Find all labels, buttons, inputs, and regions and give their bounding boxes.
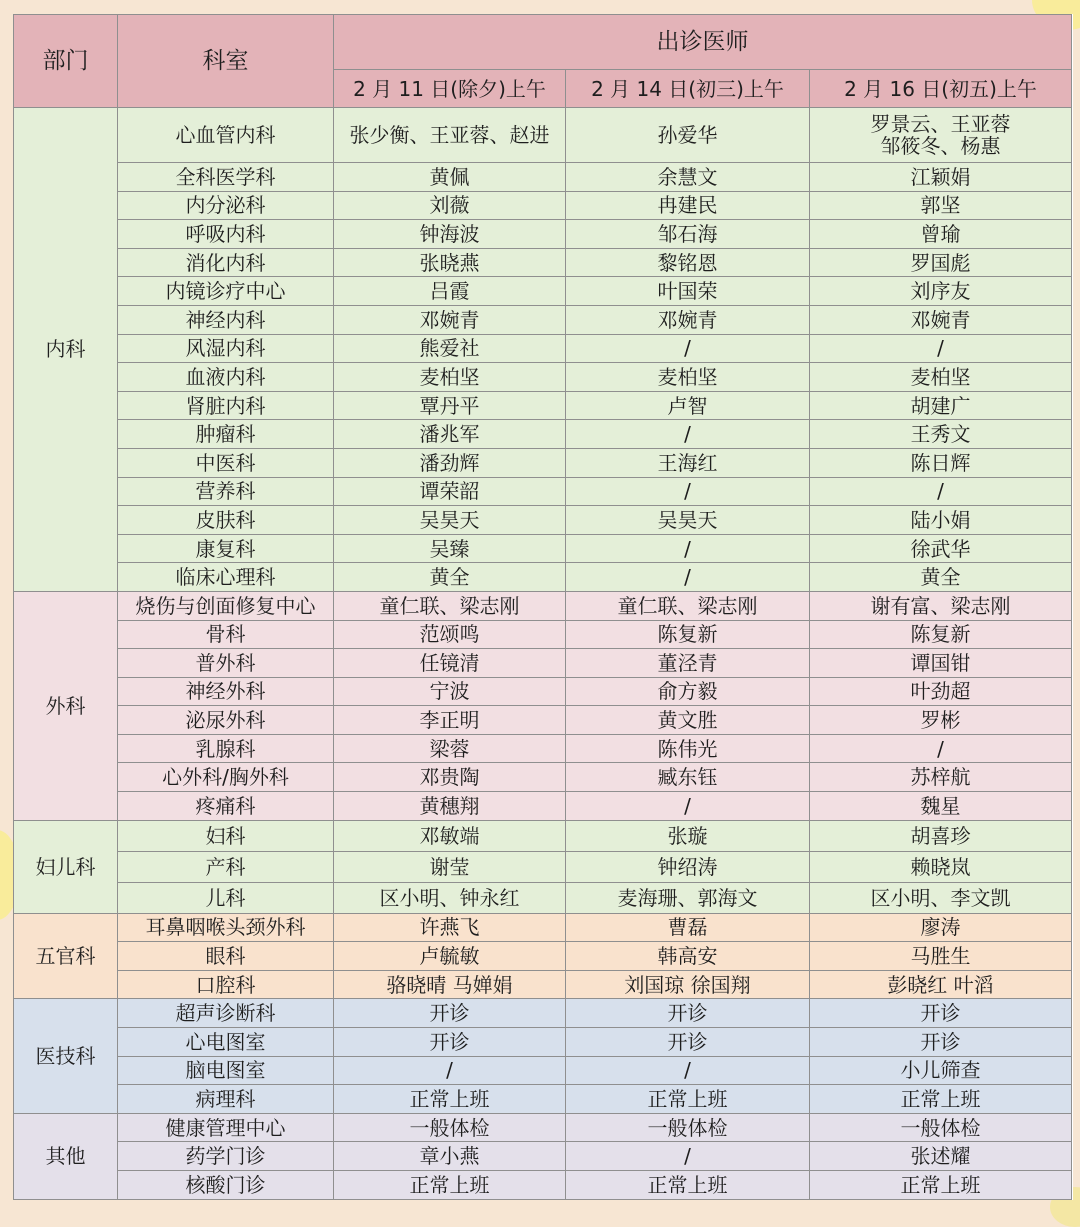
doctor-cell: 麦柏坚 xyxy=(810,363,1072,392)
doctor-cell: 余慧文 xyxy=(566,163,810,192)
section-cell: 儿科 xyxy=(118,882,334,913)
doctor-cell: / xyxy=(810,734,1072,763)
dept-cell: 妇儿科 xyxy=(14,820,118,913)
doctor-cell: 邓敏端 xyxy=(334,820,566,851)
section-cell: 乳腺科 xyxy=(118,734,334,763)
doctor-cell: 许燕飞 xyxy=(334,913,566,942)
doctor-cell: 区小明、钟永红 xyxy=(334,882,566,913)
table-row xyxy=(14,999,1072,1028)
doctor-cell: 梁蓉 xyxy=(334,734,566,763)
table-row xyxy=(14,970,1072,999)
doctor-cell: 张述耀 xyxy=(810,1142,1072,1171)
table-row xyxy=(14,913,1072,942)
schedule-body xyxy=(14,108,1072,1200)
header-date: 2 月 14 日(初三)上午 xyxy=(566,70,810,108)
doctor-cell: 刘序友 xyxy=(810,277,1072,306)
doctor-cell: 小儿筛查 xyxy=(810,1056,1072,1085)
doctor-cell: 徐武华 xyxy=(810,534,1072,563)
section-cell: 疼痛科 xyxy=(118,792,334,821)
section-cell: 神经内科 xyxy=(118,305,334,334)
section-cell: 泌尿外科 xyxy=(118,706,334,735)
doctor-cell: 邓贵陶 xyxy=(334,763,566,792)
table-row xyxy=(14,734,1072,763)
section-cell: 健康管理中心 xyxy=(118,1113,334,1142)
section-cell: 骨科 xyxy=(118,620,334,649)
doctor-cell: 曾瑜 xyxy=(810,220,1072,249)
doctor-cell: / xyxy=(566,563,810,592)
doctor-cell: 覃丹平 xyxy=(334,391,566,420)
doctor-cell: 邹石海 xyxy=(566,220,810,249)
doctor-cell: 邓婉青 xyxy=(334,305,566,334)
doctor-cell: 正常上班 xyxy=(334,1085,566,1114)
doctor-cell: 谢有富、梁志刚 xyxy=(810,591,1072,620)
doctor-cell: 赖晓岚 xyxy=(810,851,1072,882)
table-row xyxy=(14,448,1072,477)
doctor-cell: 潘兆军 xyxy=(334,420,566,449)
doctor-cell: 陈伟光 xyxy=(566,734,810,763)
doctor-cell: / xyxy=(334,1056,566,1085)
section-cell: 风湿内科 xyxy=(118,334,334,363)
doctor-cell: 卢毓敏 xyxy=(334,942,566,971)
doctor-cell: 区小明、李文凯 xyxy=(810,882,1072,913)
header-dept: 部门 xyxy=(14,15,118,108)
table-row xyxy=(14,420,1072,449)
schedule-sheet xyxy=(13,14,1073,1200)
section-cell: 呼吸内科 xyxy=(118,220,334,249)
doctor-cell: 开诊 xyxy=(810,999,1072,1028)
doctor-cell: 正常上班 xyxy=(810,1085,1072,1114)
doctor-cell: 邓婉青 xyxy=(810,305,1072,334)
header-date: 2 月 11 日(除夕)上午 xyxy=(334,70,566,108)
doctor-cell: 开诊 xyxy=(566,999,810,1028)
table-row xyxy=(14,277,1072,306)
table-row xyxy=(14,763,1072,792)
header-doctors: 出诊医师 xyxy=(334,15,1072,70)
doctor-cell: 叶劲超 xyxy=(810,677,1072,706)
section-cell: 血液内科 xyxy=(118,363,334,392)
section-cell: 内分泌科 xyxy=(118,191,334,220)
table-row xyxy=(14,649,1072,678)
doctor-cell: / xyxy=(566,1142,810,1171)
doctor-cell: 骆晓晴 马婵娟 xyxy=(334,970,566,999)
section-cell: 超声诊断科 xyxy=(118,999,334,1028)
dept-cell: 医技科 xyxy=(14,999,118,1113)
doctor-cell: 孙爱华 xyxy=(566,108,810,163)
table-row xyxy=(14,1171,1072,1200)
doctor-cell: / xyxy=(810,477,1072,506)
section-cell: 妇科 xyxy=(118,820,334,851)
section-cell: 肾脏内科 xyxy=(118,391,334,420)
doctor-cell: / xyxy=(566,792,810,821)
doctor-cell: 一般体检 xyxy=(566,1113,810,1142)
table-row xyxy=(14,591,1072,620)
table-row xyxy=(14,1056,1072,1085)
doctor-cell: 罗景云、王亚蓉 邹筱冬、杨惠 xyxy=(810,108,1072,163)
doctor-cell: 冉建民 xyxy=(566,191,810,220)
section-cell: 皮肤科 xyxy=(118,506,334,535)
doctor-cell: 吴臻 xyxy=(334,534,566,563)
doctor-cell: 麦海珊、郭海文 xyxy=(566,882,810,913)
doctor-cell: 陈复新 xyxy=(810,620,1072,649)
table-row xyxy=(14,1085,1072,1114)
table-row xyxy=(14,1142,1072,1171)
section-cell: 药学门诊 xyxy=(118,1142,334,1171)
doctor-cell: 王秀文 xyxy=(810,420,1072,449)
doctor-cell: 范颂鸣 xyxy=(334,620,566,649)
doctor-cell: 开诊 xyxy=(566,1028,810,1057)
section-cell: 脑电图室 xyxy=(118,1056,334,1085)
doctor-cell: 谭国钳 xyxy=(810,649,1072,678)
doctor-cell: / xyxy=(566,1056,810,1085)
doctor-cell: 李正明 xyxy=(334,706,566,735)
doctor-cell: 黎铭恩 xyxy=(566,248,810,277)
doctor-cell: 苏梓航 xyxy=(810,763,1072,792)
table-row xyxy=(14,820,1072,851)
table-row xyxy=(14,882,1072,913)
doctor-cell: 谢莹 xyxy=(334,851,566,882)
doctor-cell: / xyxy=(566,477,810,506)
doctor-cell: 开诊 xyxy=(334,999,566,1028)
header-section: 科室 xyxy=(118,15,334,108)
doctor-cell: 一般体检 xyxy=(810,1113,1072,1142)
table-row xyxy=(14,248,1072,277)
section-cell: 心外科/胸外科 xyxy=(118,763,334,792)
doctor-cell: 张璇 xyxy=(566,820,810,851)
doctor-cell: 钟绍涛 xyxy=(566,851,810,882)
table-row xyxy=(14,477,1072,506)
doctor-cell: 任镜清 xyxy=(334,649,566,678)
doctor-cell: 张少衡、王亚蓉、赵进 xyxy=(334,108,566,163)
section-cell: 眼科 xyxy=(118,942,334,971)
section-cell: 消化内科 xyxy=(118,248,334,277)
doctor-cell: 正常上班 xyxy=(566,1085,810,1114)
doctor-cell: 董泾青 xyxy=(566,649,810,678)
doctor-cell: 潘劲辉 xyxy=(334,448,566,477)
section-cell: 内镜诊疗中心 xyxy=(118,277,334,306)
doctor-cell: 谭荣韶 xyxy=(334,477,566,506)
doctor-cell: 马胜生 xyxy=(810,942,1072,971)
dept-cell: 其他 xyxy=(14,1113,118,1199)
section-cell: 口腔科 xyxy=(118,970,334,999)
table-row xyxy=(14,1113,1072,1142)
doctor-cell: 胡喜珍 xyxy=(810,820,1072,851)
doctor-cell: 正常上班 xyxy=(566,1171,810,1200)
doctor-cell: 彭晓红 叶滔 xyxy=(810,970,1072,999)
doctor-cell: 黄佩 xyxy=(334,163,566,192)
doctor-cell: 郭坚 xyxy=(810,191,1072,220)
doctor-cell: 陈日辉 xyxy=(810,448,1072,477)
schedule-table xyxy=(13,14,1072,1200)
table-row xyxy=(14,792,1072,821)
table-row xyxy=(14,620,1072,649)
section-cell: 康复科 xyxy=(118,534,334,563)
doctor-cell: 陆小娟 xyxy=(810,506,1072,535)
doctor-cell: 黄文胜 xyxy=(566,706,810,735)
section-cell: 产科 xyxy=(118,851,334,882)
doctor-cell: 叶国荣 xyxy=(566,277,810,306)
table-row xyxy=(14,506,1072,535)
doctor-cell: 童仁联、梁志刚 xyxy=(334,591,566,620)
dept-cell: 外科 xyxy=(14,591,118,820)
table-row xyxy=(14,851,1072,882)
doctor-cell: 开诊 xyxy=(810,1028,1072,1057)
section-cell: 全科医学科 xyxy=(118,163,334,192)
doctor-cell: 熊爱社 xyxy=(334,334,566,363)
doctor-cell: 俞方毅 xyxy=(566,677,810,706)
doctor-cell: 章小燕 xyxy=(334,1142,566,1171)
doctor-cell: 宁波 xyxy=(334,677,566,706)
doctor-cell: 刘薇 xyxy=(334,191,566,220)
section-cell: 普外科 xyxy=(118,649,334,678)
doctor-cell: 罗彬 xyxy=(810,706,1072,735)
dept-cell: 五官科 xyxy=(14,913,118,999)
table-row xyxy=(14,108,1072,163)
section-cell: 心电图室 xyxy=(118,1028,334,1057)
section-cell: 中医科 xyxy=(118,448,334,477)
doctor-cell: 刘国琼 徐国翔 xyxy=(566,970,810,999)
doctor-cell: 吴昊天 xyxy=(566,506,810,535)
doctor-cell: 麦柏坚 xyxy=(334,363,566,392)
doctor-cell: / xyxy=(566,534,810,563)
table-row xyxy=(14,191,1072,220)
table-row xyxy=(14,220,1072,249)
section-cell: 临床心理科 xyxy=(118,563,334,592)
doctor-cell: 黄全 xyxy=(810,563,1072,592)
doctor-cell: 臧东钰 xyxy=(566,763,810,792)
doctor-cell: / xyxy=(566,334,810,363)
doctor-cell: 一般体检 xyxy=(334,1113,566,1142)
table-row xyxy=(14,391,1072,420)
table-row xyxy=(14,1028,1072,1057)
doctor-cell: 罗国彪 xyxy=(810,248,1072,277)
doctor-cell: 吴昊天 xyxy=(334,506,566,535)
doctor-cell: 童仁联、梁志刚 xyxy=(566,591,810,620)
table-row xyxy=(14,163,1072,192)
doctor-cell: 曹磊 xyxy=(566,913,810,942)
doctor-cell: / xyxy=(810,334,1072,363)
section-cell: 耳鼻咽喉头颈外科 xyxy=(118,913,334,942)
doctor-cell: 钟海波 xyxy=(334,220,566,249)
section-cell: 肿瘤科 xyxy=(118,420,334,449)
header-date: 2 月 16 日(初五)上午 xyxy=(810,70,1072,108)
doctor-cell: 麦柏坚 xyxy=(566,363,810,392)
doctor-cell: / xyxy=(566,420,810,449)
dept-cell: 内科 xyxy=(14,108,118,592)
table-row xyxy=(14,534,1072,563)
doctor-cell: 胡建广 xyxy=(810,391,1072,420)
doctor-cell: 廖涛 xyxy=(810,913,1072,942)
section-cell: 核酸门诊 xyxy=(118,1171,334,1200)
section-cell: 病理科 xyxy=(118,1085,334,1114)
doctor-cell: 吕霞 xyxy=(334,277,566,306)
table-row xyxy=(14,677,1072,706)
section-cell: 烧伤与创面修复中心 xyxy=(118,591,334,620)
section-cell: 神经外科 xyxy=(118,677,334,706)
table-row xyxy=(14,563,1072,592)
doctor-cell: 开诊 xyxy=(334,1028,566,1057)
doctor-cell: 黄穗翔 xyxy=(334,792,566,821)
table-row xyxy=(14,334,1072,363)
doctor-cell: 张晓燕 xyxy=(334,248,566,277)
table-row xyxy=(14,363,1072,392)
table-row xyxy=(14,305,1072,334)
section-cell: 心血管内科 xyxy=(118,108,334,163)
doctor-cell: 江颖娟 xyxy=(810,163,1072,192)
doctor-cell: 陈复新 xyxy=(566,620,810,649)
doctor-cell: 正常上班 xyxy=(334,1171,566,1200)
doctor-cell: 魏星 xyxy=(810,792,1072,821)
doctor-cell: 邓婉青 xyxy=(566,305,810,334)
doctor-cell: 黄全 xyxy=(334,563,566,592)
doctor-cell: 卢智 xyxy=(566,391,810,420)
doctor-cell: 王海红 xyxy=(566,448,810,477)
doctor-cell: 韩高安 xyxy=(566,942,810,971)
table-row xyxy=(14,706,1072,735)
table-row xyxy=(14,942,1072,971)
doctor-cell: 正常上班 xyxy=(810,1171,1072,1200)
section-cell: 营养科 xyxy=(118,477,334,506)
